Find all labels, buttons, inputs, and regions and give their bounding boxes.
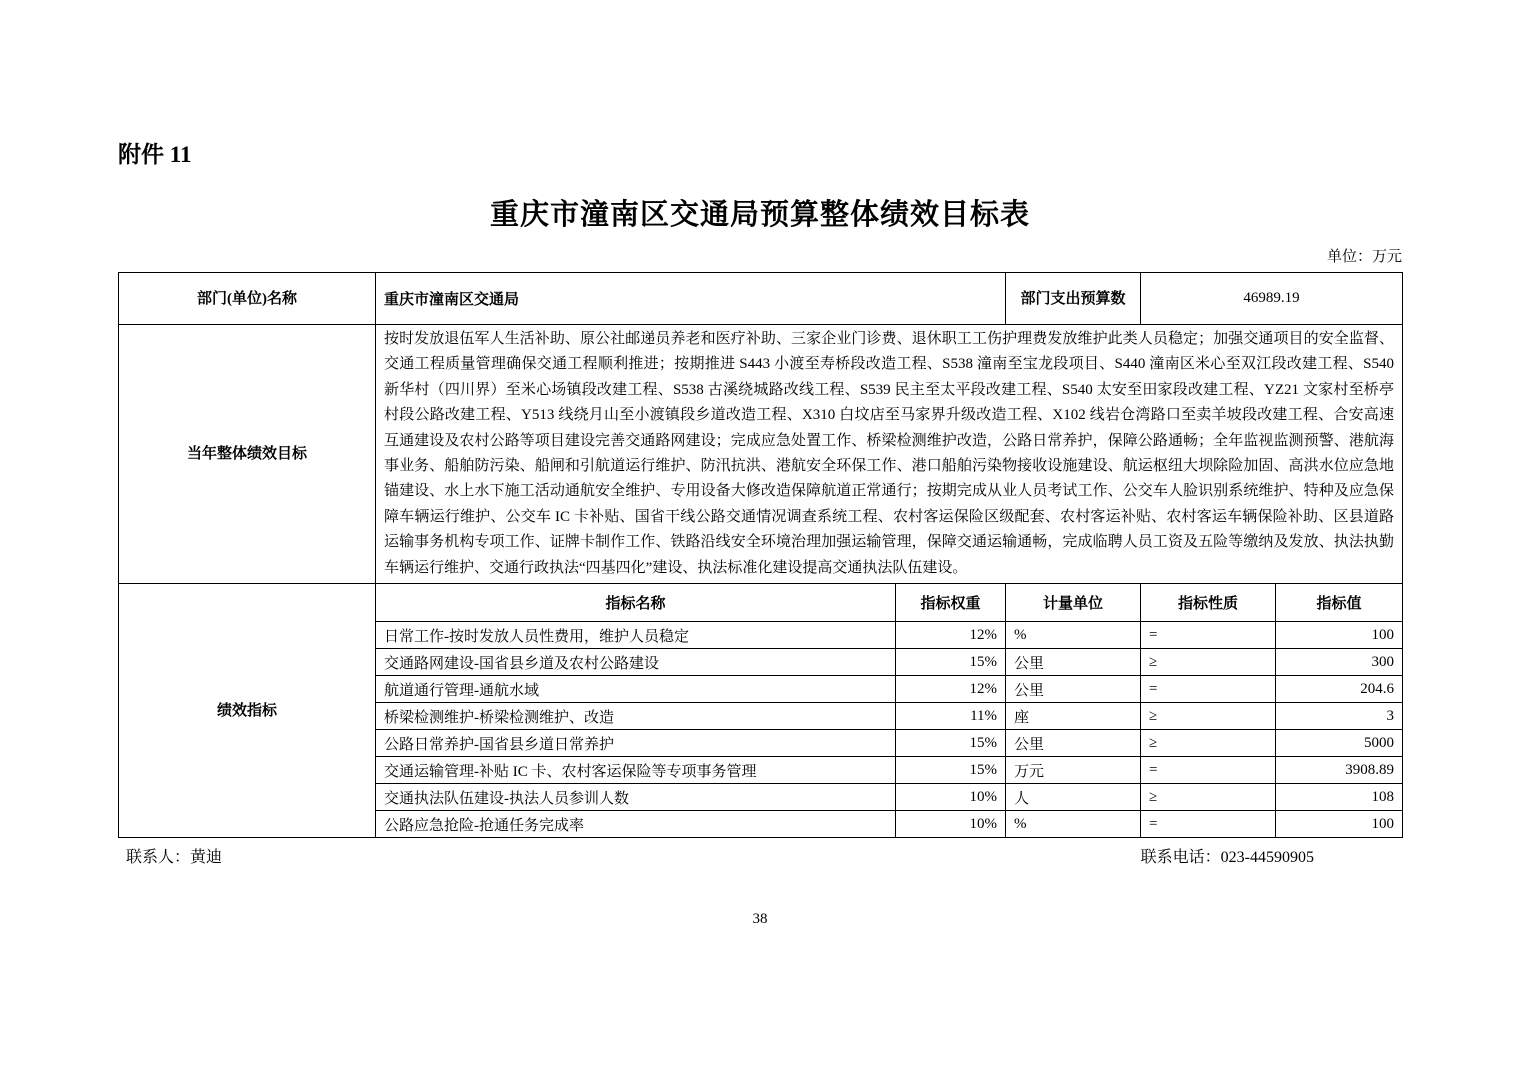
indicator-value: 300 [1276,649,1403,676]
goal-text: 按时发放退伍军人生活补助、原公社邮递员养老和医疗补助、三家企业门诊费、退休职工工伤护理费发放维护此类人员稳定；加强交通项目的安全监督、交通工程质量管理确保交通工程顺利推进；按期推进 S443 小渡至寿桥段改造工程、S538 潼南至宝龙段项目、S440 潼南区米心至双江段改建工程、S540 新华村（四川界）至米心场镇段改建工程、S538 古溪绕城路改线工程、S539 民主至太平段改建工程、S540 太安至田家段改建工程、YZ21 文家村至桥亭村段公路改建工程、Y513 线绕月山至小渡镇段乡道改造工程、X310 白坟店至马家界升级改造工程、X102 线岩仓湾路口至卖羊坡段改建工程、合安高速互通建设及农村公路等项目建设完善交通路网建设；完成应急处置工作、桥梁检测维护改造，公路日常养护，保障公路通畅；全年监视监测预警、港航海事业务、船舶防污染、船闸和引航道运行维护、防汛抗洪、港航安全环保工作、港口船舶污染物接收设施建设、航运枢纽大坝除险加固、高洪水位应急地锚建设、水上水下施工活动通航安全维护、专用设备大修改造保障航道正常通行；按期完成从业人员考试工作、公交车人脸识别系统维护、特种及应急保障车辆运行维护、公交车 IC 卡补贴、国省干线公路交通情况调查系统工程、农村客运保险区级配套、农村客运补贴、农村客运车辆保险补助、区县道路运输事务机构专项工作、证牌卡制作工作、铁路沿线安全环境治理加强运输管理，保障交通运输通畅，完成临聘人员工资及五险等缴纳及发放、执法执勤车辆运行维护、交通行政执法“四基四化”建设、执法标准化建设提高交通执法队伍建设。 [376,325,1403,584]
indicator-name: 日常工作-按时发放人员性费用，维护人员稳定 [376,622,896,649]
indicator-name: 桥梁检测维护-桥梁检测维护、改造 [376,703,896,730]
indicator-nature: = [1141,676,1276,703]
indicator-unit: 公里 [1006,649,1141,676]
indicator-weight: 15% [896,730,1006,757]
indicator-value: 3908.89 [1276,757,1403,784]
indicator-weight: 10% [896,784,1006,811]
indicator-nature: ≥ [1141,784,1276,811]
indicator-value: 100 [1276,811,1403,838]
indicator-name: 公路应急抢险-抢通任务完成率 [376,811,896,838]
unit-note: 单位：万元 [1326,249,1402,265]
indicator-value: 204.6 [1276,676,1403,703]
contact-footer [118,847,1402,869]
column-header-indicator-weight: 指标权重 [896,584,1006,622]
indicator-weight: 15% [896,649,1006,676]
budget-value: 46989.19 [1141,273,1403,325]
indicator-value: 5000 [1276,730,1403,757]
attachment-label: 附件 11 [118,142,192,167]
indicator-name: 交通运输管理-补贴 IC 卡、农村客运保险等专项事务管理 [376,757,896,784]
indicator-name: 公路日常养护-国省县乡道日常养护 [376,730,896,757]
indicator-weight: 12% [896,622,1006,649]
indicator-unit: 人 [1006,784,1141,811]
indicator-nature: = [1141,757,1276,784]
indicator-header-row [119,584,1403,622]
indicator-name: 交通路网建设-国省县乡道及农村公路建设 [376,649,896,676]
indicator-unit: 万元 [1006,757,1141,784]
indicator-weight: 15% [896,757,1006,784]
goal-section-label: 当年整体绩效目标 [119,325,376,584]
indicator-nature: ≥ [1141,703,1276,730]
contact-phone: 联系电话：023-44590905 [1140,849,1314,867]
indicators-section-label: 绩效指标 [119,584,376,838]
performance-target-table [118,272,1403,838]
page-number: 38 [752,911,768,928]
indicator-weight: 12% [896,676,1006,703]
dept-name-value: 重庆市潼南区交通局 [376,273,1006,325]
indicator-value: 108 [1276,784,1403,811]
indicator-nature: ≥ [1141,649,1276,676]
column-header-indicator-value: 指标值 [1276,584,1403,622]
indicator-unit: 公里 [1006,730,1141,757]
column-header-measure-unit: 计量单位 [1006,584,1141,622]
indicator-value: 3 [1276,703,1403,730]
indicator-name: 航道通行管理-通航水域 [376,676,896,703]
page-title: 重庆市潼南区交通局预算整体绩效目标表 [489,199,1030,231]
indicator-weight: 11% [896,703,1006,730]
indicator-nature: = [1141,622,1276,649]
column-header-indicator-name: 指标名称 [376,584,896,622]
dept-name-label: 部门(单位)名称 [119,273,376,325]
indicator-unit: 座 [1006,703,1141,730]
budget-label: 部门支出预算数 [1006,273,1141,325]
indicator-name: 交通执法队伍建设-执法人员参训人数 [376,784,896,811]
column-header-indicator-nature: 指标性质 [1141,584,1276,622]
indicator-unit: % [1006,622,1141,649]
contact-person: 联系人：黄迪 [126,849,223,867]
dept-row [119,273,1403,325]
indicator-unit: 公里 [1006,676,1141,703]
indicator-unit: % [1006,811,1141,838]
indicator-weight: 10% [896,811,1006,838]
indicator-value: 100 [1276,622,1403,649]
indicator-nature: = [1141,811,1276,838]
indicator-nature: ≥ [1141,730,1276,757]
goal-row [119,325,1403,584]
